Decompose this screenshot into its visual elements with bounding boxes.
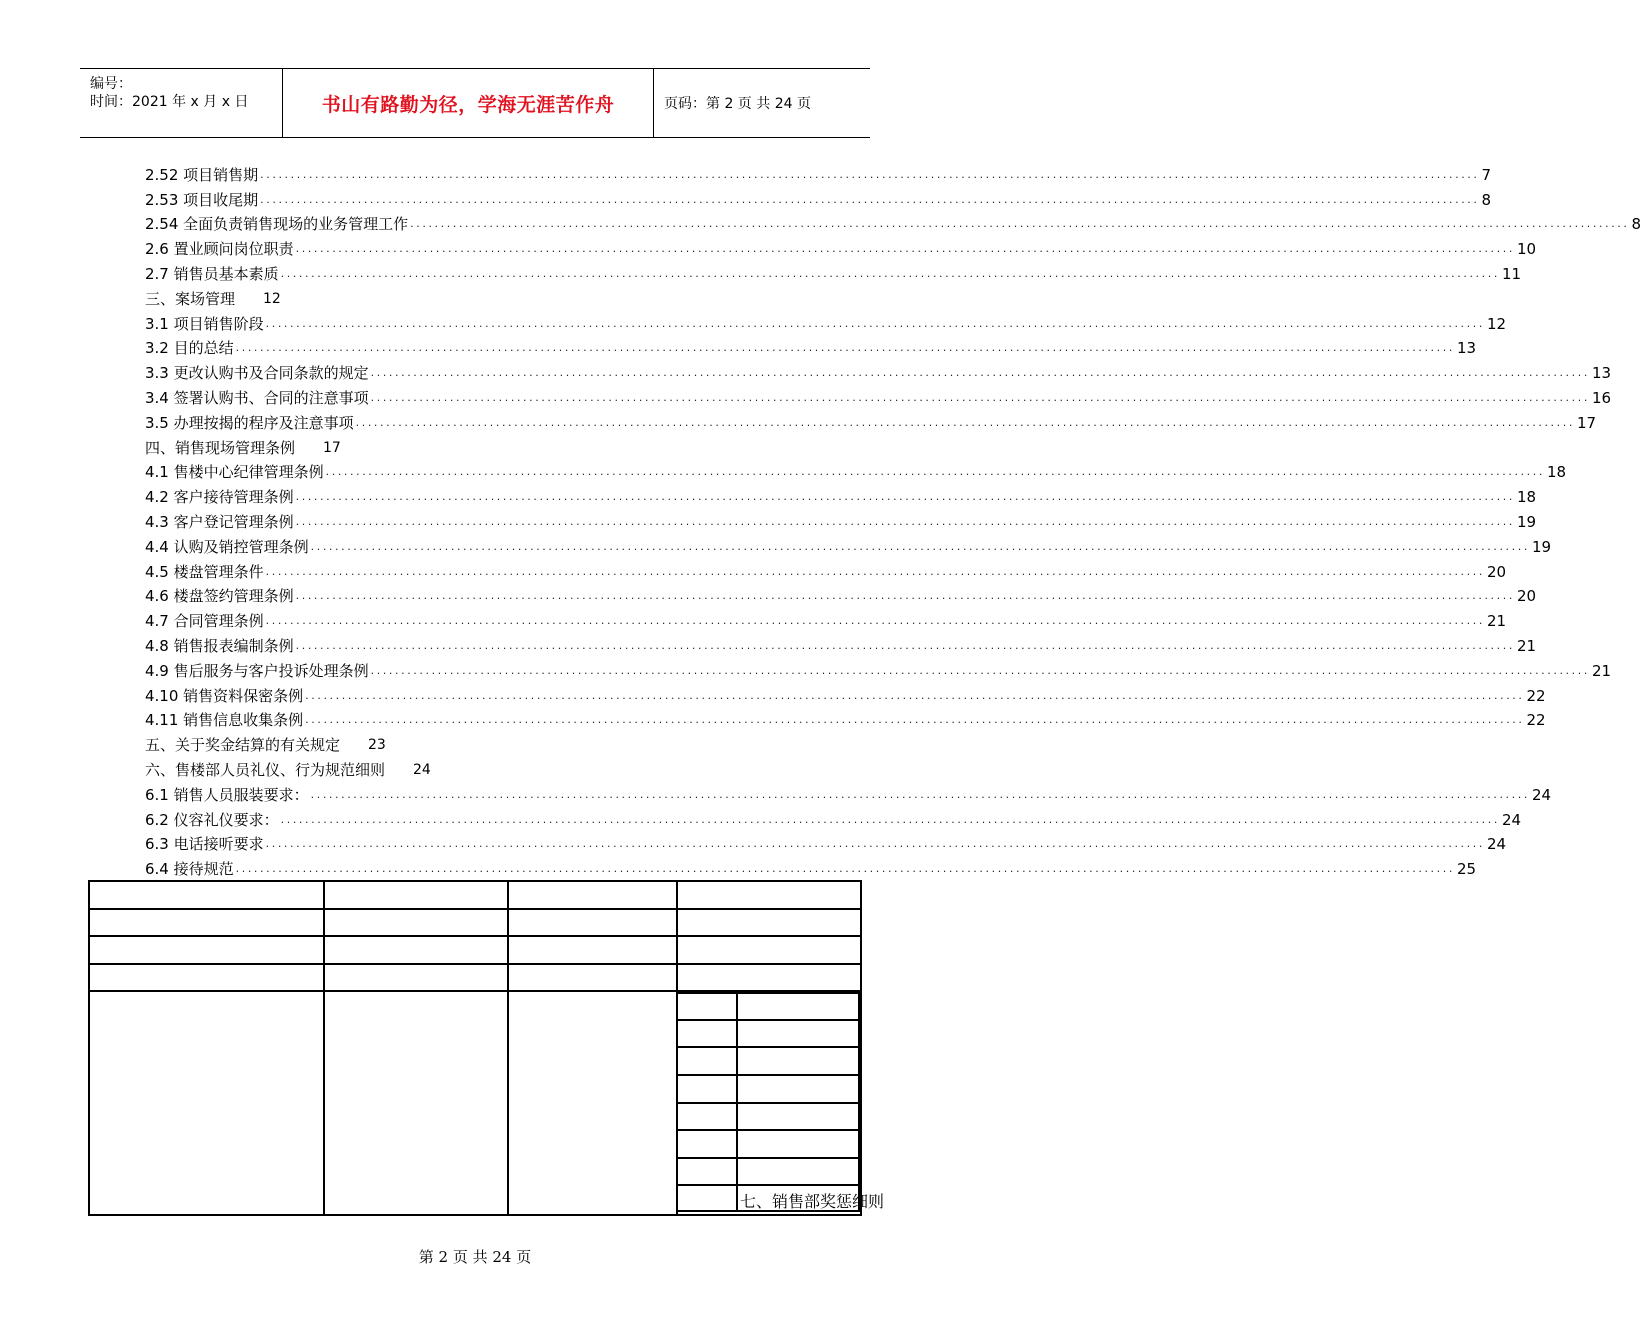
- toc-entry: [145, 706, 1546, 731]
- nested-row-divider: [678, 1129, 858, 1131]
- toc-page-number: 21: [1486, 612, 1507, 631]
- toc-entry: [145, 259, 1522, 284]
- toc-entry: [145, 334, 1477, 359]
- nested-row-divider: [678, 1157, 858, 1159]
- toc-entry: [145, 210, 1641, 235]
- toc-entry-label: 2.6 置业顾问岗位职责: [145, 240, 294, 259]
- toc-page-number: 20: [1486, 562, 1507, 581]
- toc-page-number: 22: [1526, 711, 1546, 730]
- toc-entry-label: 2.52 项目销售期: [145, 165, 259, 184]
- toc-leader-dots: ........................................................................................................................................................................................................: [370, 366, 1590, 380]
- toc-leader-dots: ........................................................................................................................................................................................................: [265, 316, 1485, 330]
- toc-section-heading: [145, 284, 913, 309]
- toc-page-number: 23: [368, 737, 386, 754]
- section-7-heading: 七、销售部奖惩细则: [740, 1192, 885, 1211]
- toc-entry-label: 五、关于奖金结算的有关规定: [145, 736, 341, 755]
- toc-page-number: 8: [1631, 215, 1641, 234]
- toc-page-number: 21: [1516, 636, 1537, 655]
- toc-leader-dots: ........................................................................................................................................................................................................: [260, 167, 1480, 181]
- toc-entry-label: 3.1 项目销售阶段: [145, 314, 264, 333]
- toc-leader-dots: ........................................................................................................................................................................................................: [265, 564, 1485, 578]
- toc-entry: [145, 532, 1552, 557]
- header-meta: [80, 69, 282, 137]
- toc-section-heading: [145, 433, 913, 458]
- toc-entry: [145, 482, 1537, 507]
- nested-row-divider: [678, 1102, 858, 1104]
- toc-page-number: 24: [413, 761, 431, 778]
- toc-leader-dots: ........................................................................................................................................................................................................: [370, 390, 1590, 404]
- date-label: 时间：2021 年 x 月 x 日: [90, 94, 249, 110]
- toc-page-number: 24: [1501, 810, 1522, 829]
- table-column-divider: [507, 882, 509, 1214]
- toc-entry-label: 4.11 销售信息收集条例: [145, 711, 304, 730]
- header-motto-cell: [282, 69, 654, 137]
- toc-entry-label: 4.5 楼盘管理条件: [145, 562, 264, 581]
- toc-entry: [145, 606, 1507, 631]
- toc-page-number: 11: [1501, 264, 1522, 283]
- page-number-label: 页码：第 2 页 共 24 页: [664, 96, 811, 112]
- toc-entry-label: 2.53 项目收尾期: [145, 190, 259, 209]
- toc-entry-label: 4.8 销售报表编制条例: [145, 636, 294, 655]
- toc-leader-dots: ........................................................................................................................................................................................................: [265, 614, 1485, 628]
- toc-entry: [145, 507, 1537, 532]
- table-row-divider: [90, 963, 860, 965]
- toc-leader-dots: ........................................................................................................................................................................................................: [410, 217, 1630, 231]
- toc-page-number: 17: [1576, 413, 1597, 432]
- toc-page-number: 10: [1516, 240, 1537, 259]
- toc-entry-label: 4.1 售楼中心纪律管理条例: [145, 463, 324, 482]
- header-page-cell: [654, 69, 870, 137]
- toc-entry-label: 3.2 目的总结: [145, 339, 234, 358]
- toc-page-number: 20: [1516, 587, 1537, 606]
- toc-leader-dots: ........................................................................................................................................................................................................: [310, 787, 1530, 801]
- toc-entry: [145, 830, 1507, 855]
- toc-entry-label: 4.2 客户接待管理条例: [145, 488, 294, 507]
- toc-page-number: 22: [1526, 686, 1546, 705]
- toc-section-heading: [145, 755, 913, 780]
- toc-entry: [145, 358, 1612, 383]
- toc-entry: [145, 582, 1537, 607]
- nested-row-divider: [678, 1019, 858, 1021]
- toc-page-number: 13: [1591, 364, 1612, 383]
- toc-leader-dots: ........................................................................................................................................................................................................: [305, 713, 1525, 727]
- toc-entry-label: 3.5 办理按揭的程序及注意事项: [145, 413, 354, 432]
- toc-entry: [145, 780, 1552, 805]
- toc-page-number: 19: [1531, 537, 1552, 556]
- table-row-divider: [90, 935, 860, 937]
- toc-leader-dots: ........................................................................................................................................................................................................: [305, 688, 1525, 702]
- toc-entry: [145, 854, 1477, 879]
- toc-entry: [145, 458, 1567, 483]
- toc-leader-dots: ........................................................................................................................................................................................................: [295, 514, 1515, 528]
- toc-entry-label: 3.3 更改认购书及合同条款的规定: [145, 364, 369, 383]
- toc-entry: [145, 160, 1492, 185]
- toc-leader-dots: ........................................................................................................................................................................................................: [310, 539, 1530, 553]
- toc-page-number: 24: [1486, 835, 1507, 854]
- toc-entry-label: 6.3 电话接听要求: [145, 835, 264, 854]
- toc-entry: [145, 309, 1507, 334]
- toc-entry: [145, 805, 1522, 830]
- nested-table: [676, 992, 860, 1212]
- toc-leader-dots: ........................................................................................................................................................................................................: [295, 490, 1515, 504]
- toc-entry-label: 六、售楼部人员礼仪、行为规范细则: [145, 760, 386, 779]
- toc-entry-label: 6.1 销售人员服装要求：: [145, 785, 309, 804]
- toc-page-number: 8: [1481, 190, 1492, 209]
- toc-entry-label: 4.6 楼盘签约管理条例: [145, 587, 294, 606]
- toc-page-number: 17: [323, 439, 341, 456]
- toc-entry-label: 4.3 客户登记管理条例: [145, 512, 294, 531]
- toc-entry-label: 4.10 销售资料保密条例: [145, 686, 304, 705]
- page-header: [80, 68, 870, 138]
- toc-leader-dots: ........................................................................................................................................................................................................: [325, 465, 1545, 479]
- toc-page-number: 18: [1546, 463, 1567, 482]
- toc-entry: [145, 681, 1546, 706]
- toc-page-number: 21: [1591, 661, 1612, 680]
- toc-entry-label: 3.4 签署认购书、合同的注意事项: [145, 388, 369, 407]
- page-footer: 第 2 页 共 24 页: [418, 1248, 532, 1266]
- toc-leader-dots: ........................................................................................................................................................................................................: [235, 862, 1455, 876]
- toc-page-number: 12: [263, 290, 281, 307]
- toc-leader-dots: ........................................................................................................................................................................................................: [295, 638, 1515, 652]
- toc-page-number: 18: [1516, 488, 1537, 507]
- toc-entry-label: 6.4 接待规范: [145, 860, 234, 879]
- toc-entry: [145, 631, 1537, 656]
- toc-leader-dots: ........................................................................................................................................................................................................: [235, 341, 1455, 355]
- table-column-divider: [323, 882, 325, 1214]
- toc-leader-dots: ........................................................................................................................................................................................................: [260, 192, 1480, 206]
- motto: 书山有路勤为径，学海无涯苦作舟: [321, 93, 615, 116]
- nested-row-divider: [678, 1184, 858, 1186]
- toc-leader-dots: ........................................................................................................................................................................................................: [280, 266, 1500, 280]
- toc-entry-label: 2.54 全面负责销售现场的业务管理工作: [145, 215, 409, 234]
- nested-row-divider: [678, 1046, 858, 1048]
- toc-section-heading: [145, 730, 913, 755]
- toc-entry: [145, 656, 1612, 681]
- toc-entry-label: 三、案场管理: [145, 289, 236, 308]
- toc-entry-label: 2.7 销售员基本素质: [145, 264, 279, 283]
- toc-entry: [145, 383, 1612, 408]
- toc-page-number: 25: [1456, 860, 1477, 879]
- toc-leader-dots: ........................................................................................................................................................................................................: [295, 242, 1515, 256]
- toc-entry-label: 四、销售现场管理条例: [145, 438, 296, 457]
- toc-entry-label: 4.7 合同管理条例: [145, 612, 264, 631]
- toc-leader-dots: ........................................................................................................................................................................................................: [370, 663, 1590, 677]
- toc-leader-dots: ........................................................................................................................................................................................................: [265, 837, 1485, 851]
- table-of-contents: [145, 160, 1641, 879]
- toc-page-number: 24: [1531, 785, 1552, 804]
- serial-label: 编号：: [90, 76, 132, 92]
- toc-entry: [145, 234, 1537, 259]
- nested-row-divider: [678, 1074, 858, 1076]
- toc-entry-label: 4.9 售后服务与客户投诉处理条例: [145, 661, 369, 680]
- toc-entry-label: 4.4 认购及销控管理条例: [145, 537, 309, 556]
- toc-entry: [145, 557, 1507, 582]
- toc-leader-dots: ........................................................................................................................................................................................................: [280, 812, 1500, 826]
- toc-page-number: 16: [1591, 388, 1612, 407]
- toc-page-number: 12: [1486, 314, 1507, 333]
- toc-leader-dots: ........................................................................................................................................................................................................: [295, 589, 1515, 603]
- table-row-divider: [90, 908, 860, 910]
- toc-leader-dots: ........................................................................................................................................................................................................: [355, 415, 1575, 429]
- toc-page-number: 13: [1456, 339, 1477, 358]
- toc-entry-label: 6.2 仪容礼仪要求：: [145, 810, 279, 829]
- toc-page-number: 7: [1481, 165, 1492, 184]
- toc-entry: [145, 185, 1492, 210]
- toc-entry: [145, 408, 1597, 433]
- toc-page-number: 19: [1516, 512, 1537, 531]
